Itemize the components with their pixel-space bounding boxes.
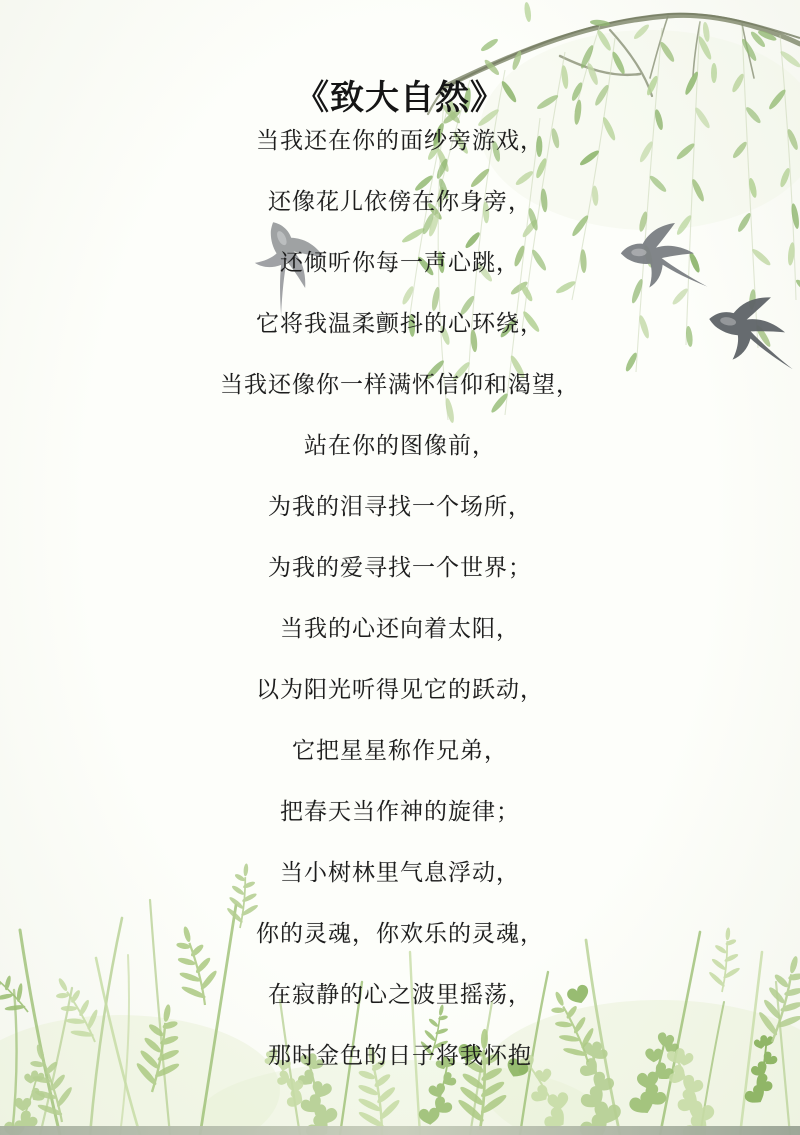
poem-line: 它把星星称作兄弟， <box>292 738 508 764</box>
poem-line: 那时金色的日子将我怀抱 <box>268 1043 532 1069</box>
poem-line: 当小树林里气息浮动， <box>280 860 520 886</box>
poem-line: 把春天当作神的旋律； <box>280 799 520 825</box>
poem-line: 还倾听你每一声心跳， <box>280 250 520 276</box>
poem-body <box>0 108 800 1084</box>
poem-line: 还像花儿依傍在你身旁， <box>268 189 532 215</box>
poem-line: 当我的心还向着太阳， <box>280 616 520 642</box>
poem-title: 《致大自然》 <box>295 78 505 119</box>
poem-line: 站在你的图像前， <box>304 433 496 459</box>
poem-line: 为我的泪寻找一个场所， <box>268 494 532 520</box>
poem-line: 它将我温柔颤抖的心环绕， <box>256 311 544 337</box>
poem-line: 以为阳光听得见它的跃动， <box>256 677 544 703</box>
poem-line: 为我的爱寻找一个世界； <box>268 555 532 581</box>
poem-line: 你的灵魂，你欢乐的灵魂， <box>256 921 544 947</box>
poem-line: 在寂静的心之波里摇荡， <box>268 982 532 1008</box>
poem-line: 当我还像你一样满怀信仰和渴望， <box>220 372 580 398</box>
poem-line: 当我还在你的面纱旁游戏， <box>256 128 544 154</box>
